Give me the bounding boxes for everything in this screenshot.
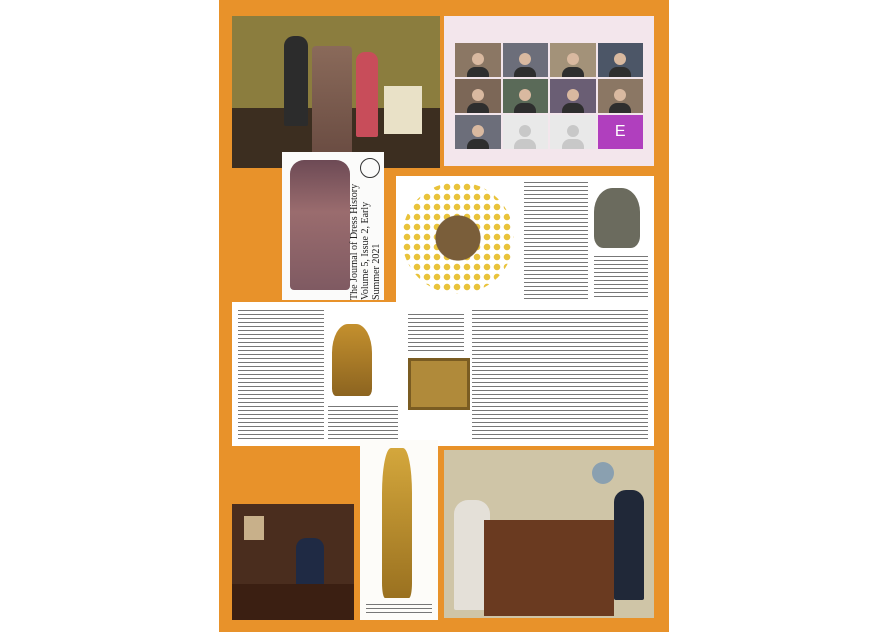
bronze-plaque-image	[408, 358, 470, 410]
article-spread-bottom	[232, 302, 654, 446]
journal-title	[349, 178, 382, 300]
text-column	[328, 406, 398, 440]
article-spread-top	[396, 176, 654, 306]
wall-frame	[244, 516, 264, 540]
caption	[366, 604, 432, 616]
participant-tile	[598, 43, 644, 77]
text-column	[594, 256, 648, 300]
participant-tile	[598, 79, 644, 113]
participant-tile	[455, 79, 501, 113]
participant-tile	[550, 79, 596, 113]
man-figure	[614, 490, 644, 600]
text-column	[524, 182, 588, 300]
seated-person	[296, 538, 324, 588]
participant-tile	[503, 79, 549, 113]
participant-grid	[455, 43, 643, 149]
participant-initial-tile	[598, 115, 644, 149]
participant-tile	[455, 115, 501, 149]
participant-initial: E	[614, 123, 626, 140]
journal-title-line2: Volume 5, Issue 2, Early Summer 2021	[360, 201, 382, 300]
gold-figurine	[382, 448, 412, 598]
armchair	[384, 86, 422, 134]
historic-robe	[312, 46, 352, 156]
ancient-vessel-image	[594, 188, 640, 248]
participant-tile	[455, 43, 501, 77]
desk	[232, 584, 354, 620]
text-column	[472, 310, 648, 440]
office-meeting-photo	[444, 450, 654, 618]
globe	[592, 462, 614, 484]
journal-seal-icon	[360, 158, 380, 178]
participant-tile	[550, 115, 596, 149]
conference-table	[484, 520, 614, 616]
man-figure	[284, 36, 308, 126]
gold-ornament-image	[402, 182, 514, 294]
participant-tile	[503, 43, 549, 77]
woman-figure	[356, 52, 378, 137]
video-conference-screenshot	[444, 16, 654, 166]
museum-meeting-photo	[232, 16, 440, 168]
gold-figurine-photo	[360, 440, 438, 620]
journal-title-line1: The Journal of Dress History	[349, 183, 360, 300]
journal-cover	[282, 152, 384, 300]
participant-tile	[550, 43, 596, 77]
garment-image	[290, 160, 350, 290]
text-column	[408, 314, 464, 354]
participant-tile	[503, 115, 549, 149]
bronze-horseman-image	[332, 324, 372, 396]
text-column	[238, 310, 324, 440]
desk-signing-photo	[232, 504, 354, 620]
